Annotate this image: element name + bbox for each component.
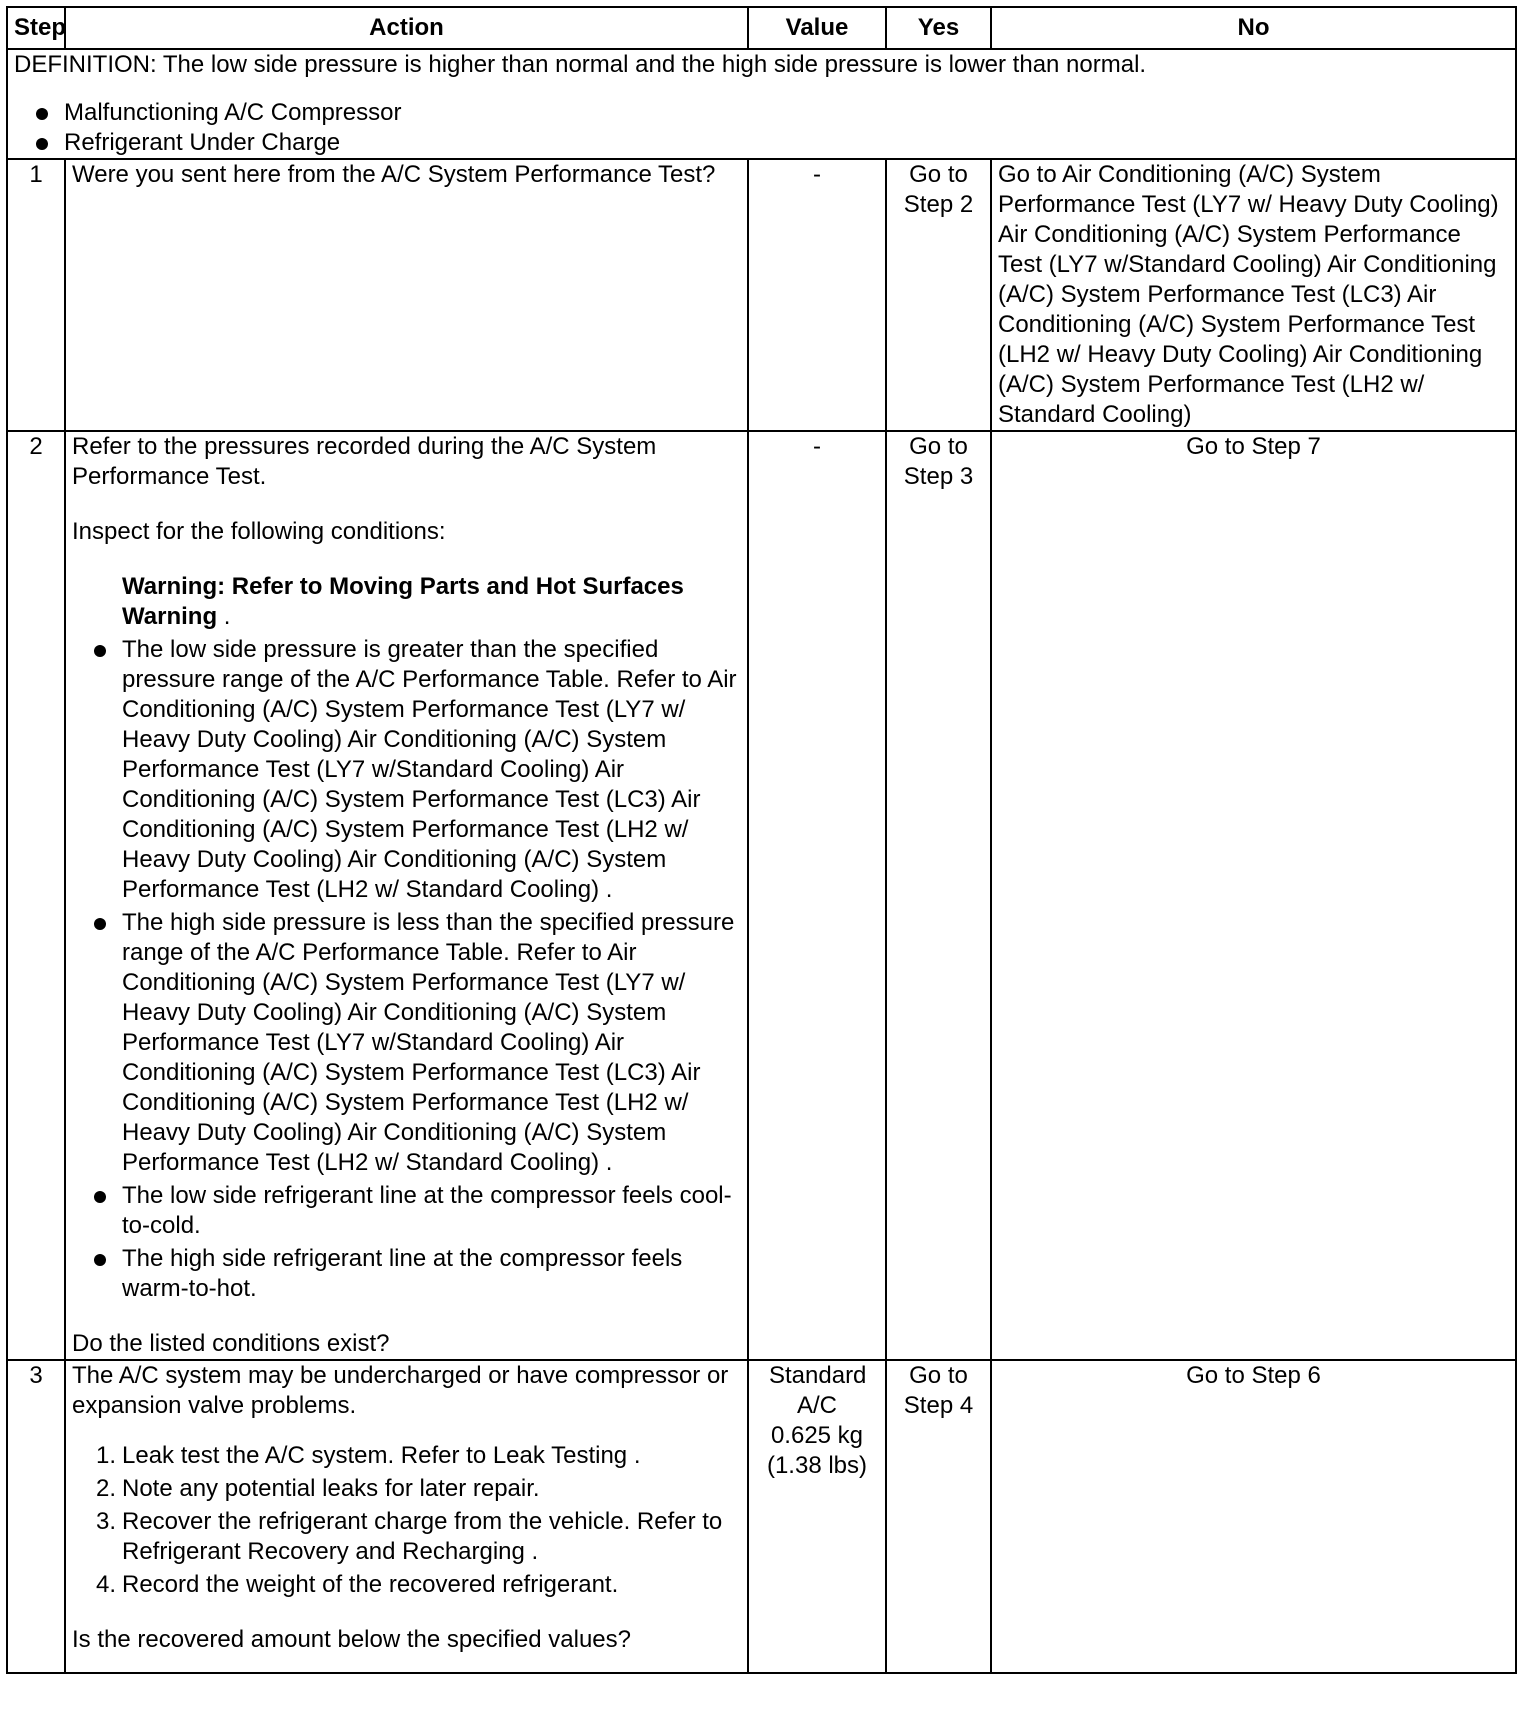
no-cell: Go to Step 7 <box>991 431 1516 1360</box>
step-number: 2 <box>7 431 65 1360</box>
bullet-icon <box>94 1254 106 1266</box>
action-question: Do the listed conditions exist? <box>72 1330 390 1357</box>
action-cell: Were you sent here from the A/C System Performance Test? <box>65 159 748 431</box>
list-item: 3. Recover the refrigerant charge from the vehicle. Refer to Refrigerant Recovery and Recharging . <box>95 1508 723 1565</box>
header-row <box>7 7 1516 49</box>
definition-list <box>14 98 1509 158</box>
header-yes: Yes <box>886 7 991 49</box>
no-cell: Go to Air Conditioning (A/C) System Performance Test (LY7 w/ Heavy Duty Cooling) Air Conditioning (A/C) System Performance Test (LY7 w/Standard Cooling) Air Conditioning (A/C) System Performance Test (LC3) Air Conditioning (A/C) System Performance Test (LH2 w/ Heavy Duty Cooling) Air Conditioning (A/C) System Performance Test (LH2 w/ Standard Cooling) <box>991 159 1516 431</box>
list-item: 4. Record the weight of the recovered refrigerant. <box>95 1571 619 1598</box>
list-item: The high side refrigerant line at the compressor feels warm-to-hot. <box>72 1244 741 1304</box>
bullet-icon <box>94 645 106 657</box>
action-intro: Refer to the pressures recorded during the A/C System Performance Test. <box>72 433 657 490</box>
list-item: 1. Leak test the A/C system. Refer to Leak Testing . <box>95 1442 641 1469</box>
warning-text: Warning: Refer to Moving Parts and Hot Surfaces Warning . <box>122 573 684 630</box>
yes-cell: Go to Step 3 <box>886 431 991 1360</box>
value-metric: 0.625 kg <box>770 1422 864 1449</box>
step-number: 1 <box>7 159 65 431</box>
yes-cell: Go to Step 4 <box>886 1360 991 1673</box>
action-inspect: Inspect for the following conditions: <box>72 518 446 545</box>
diagnostic-table <box>6 6 1517 1674</box>
no-cell: Go to Step 6 <box>991 1360 1516 1673</box>
bullet-icon <box>36 138 48 150</box>
procedure-list <box>72 1441 741 1600</box>
table-row <box>7 431 1516 1360</box>
action-cell <box>65 431 748 1360</box>
value-cell: - <box>748 431 886 1360</box>
action-intro: The A/C system may be undercharged or have compressor or expansion valve problems. <box>72 1362 729 1419</box>
header-step: Step <box>7 7 65 49</box>
bullet-icon <box>94 918 106 930</box>
value-imperial: (1.38 lbs) <box>766 1452 868 1479</box>
yes-cell: Go to Step 2 <box>886 159 991 431</box>
list-item: The high side pressure is less than the specified pressure range of the A/C Performance Table. Refer to Air Conditioning (A/C) System Performance Test (LY7 w/ Heavy Duty Cooling) Air Conditioning (A/C) System Performance Test (LY7 w/Standard Cooling) Air Conditioning (A/C) System Performance Test (LC3) Air Conditioning (A/C) System Performance Test (LH2 w/ Heavy Duty Cooling) Air Conditioning (A/C) System Performance Test (LH2 w/ Standard Cooling) . <box>72 908 741 1178</box>
value-label: Standard A/C <box>769 1362 867 1419</box>
definition-text: DEFINITION: The low side pressure is higher than normal and the high side pressure is lower than normal. <box>14 51 1147 78</box>
conditions-list <box>72 635 741 1304</box>
header-no: No <box>991 7 1516 49</box>
header-action: Action <box>65 7 748 49</box>
bullet-icon <box>94 1191 106 1203</box>
value-cell <box>748 1360 886 1673</box>
step-number: 3 <box>7 1360 65 1673</box>
list-item: 2. Note any potential leaks for later repair. <box>95 1475 540 1502</box>
header-value: Value <box>748 7 886 49</box>
list-item: Malfunctioning A/C Compressor <box>14 98 1509 128</box>
action-question: Is the recovered amount below the specified values? <box>72 1626 631 1653</box>
action-cell <box>65 1360 748 1673</box>
list-item: The low side pressure is greater than the specified pressure range of the A/C Performance Table. Refer to Air Conditioning (A/C) System Performance Test (LY7 w/ Heavy Duty Cooling) Air Conditioning (A/C) System Performance Test (LY7 w/Standard Cooling) Air Conditioning (A/C) System Performance Test (LC3) Air Conditioning (A/C) System Performance Test (LH2 w/ Heavy Duty Cooling) Air Conditioning (A/C) System Performance Test (LH2 w/ Standard Cooling) . <box>72 635 741 905</box>
definition-row <box>7 49 1516 159</box>
list-item: The low side refrigerant line at the compressor feels cool-to-cold. <box>72 1181 741 1241</box>
table-row <box>7 159 1516 431</box>
list-item: Refrigerant Under Charge <box>14 128 1509 158</box>
table-row <box>7 1360 1516 1673</box>
value-cell: - <box>748 159 886 431</box>
bullet-icon <box>36 108 48 120</box>
definition-cell <box>7 49 1516 159</box>
